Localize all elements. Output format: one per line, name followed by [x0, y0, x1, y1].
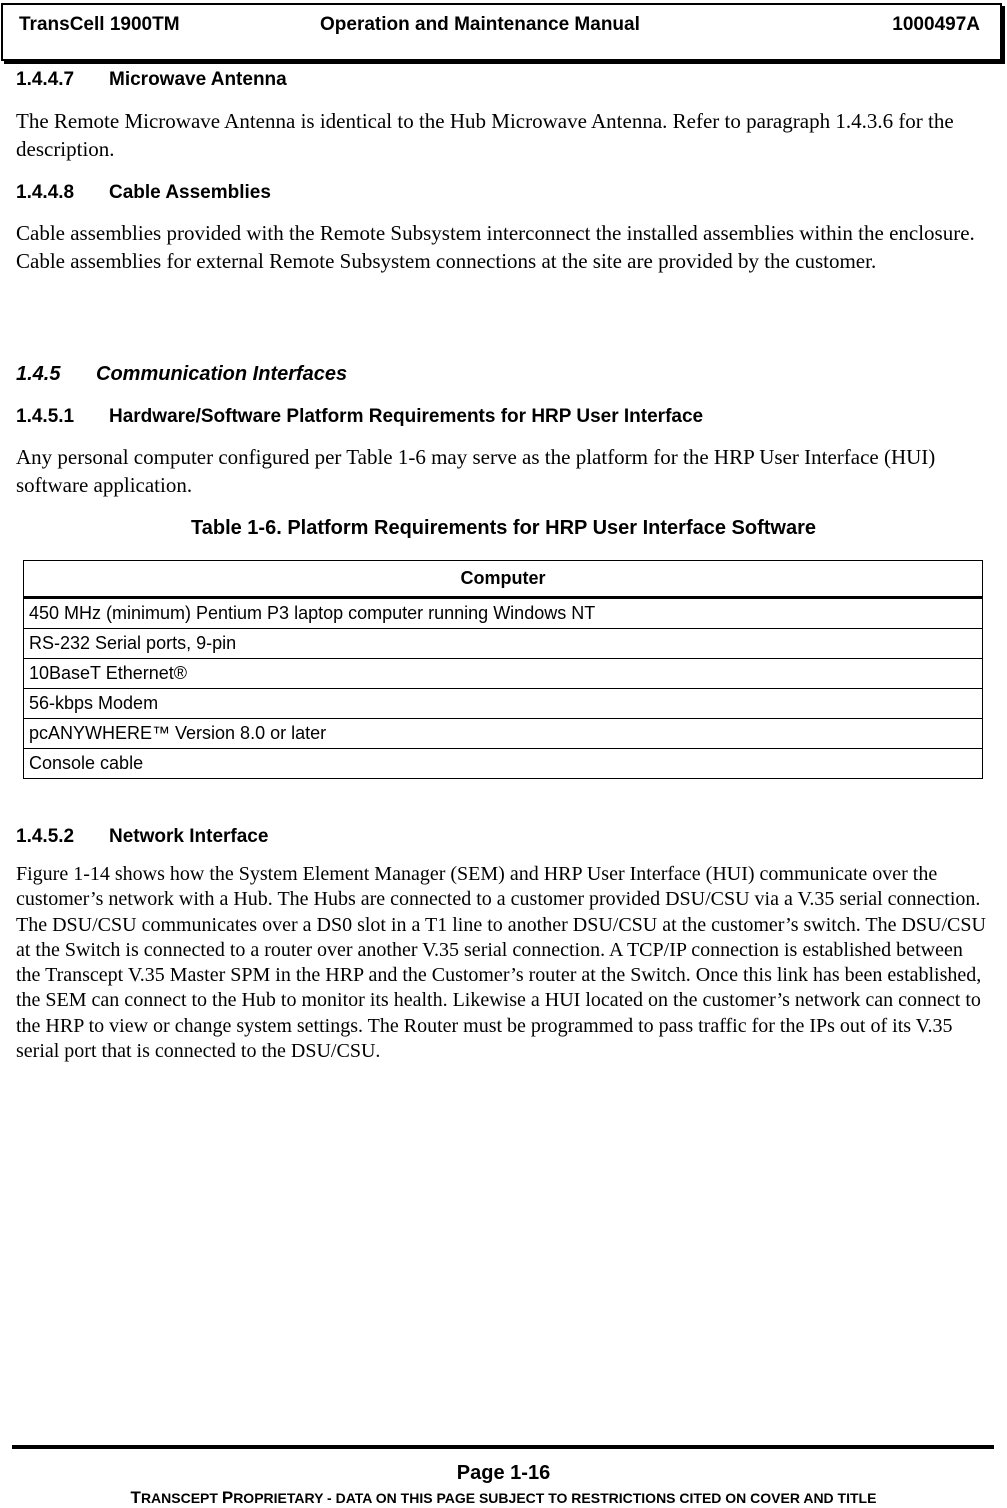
table-cell: Console cable	[24, 749, 983, 779]
heading-number: 1.4.4.7	[16, 69, 75, 90]
table-cell: RS-232 Serial ports, 9-pin	[24, 629, 983, 659]
table-cell: 56-kbps Modem	[24, 689, 983, 719]
legal-ranscept: RANSCEPT	[140, 1490, 222, 1506]
heading-title: Communication Interfaces	[96, 363, 348, 385]
heading-title: Microwave Antenna	[109, 69, 287, 90]
table-row	[24, 659, 983, 689]
table-header-cell: Computer	[24, 561, 983, 598]
platform-requirements-table	[23, 560, 983, 779]
table-cell: 450 MHz (minimum) Pentium P3 laptop computer running Windows NT	[24, 598, 983, 629]
heading-1-4-4-8	[16, 182, 271, 204]
heading-number: 1.4.4.8	[16, 182, 75, 203]
heading-title: Network Interface	[109, 826, 269, 847]
table-row	[24, 689, 983, 719]
paragraph-1-4-4-7: The Remote Microwave Antenna is identical to the Hub Microwave Antenna. Refer to paragraph 1.4.3.6 for the description.	[16, 109, 954, 161]
table-cell: pcANYWHERE™ Version 8.0 or later	[24, 719, 983, 749]
page-header	[1, 3, 1002, 61]
table-row	[24, 749, 983, 779]
footer-page-number: Page 1-16	[456, 1462, 551, 1484]
heading-1-4-5	[16, 363, 347, 386]
paragraph-1-4-5-1: Any personal computer configured per Table 1-6 may serve as the platform for the HRP User Interface (HUI) software application.	[16, 445, 936, 497]
heading-1-4-4-7	[16, 69, 287, 91]
heading-1-4-5-2	[16, 826, 268, 848]
paragraph-1-4-5-2: Figure 1-14 shows how the System Element Manager (SEM) and HRP User Interface (HUI) communicate over the customer’s network with a Hub. The Hubs are connected to a customer provided DSU/CSU via a V.35 serial connection. The DSU/CSU communicates over a DS0 slot in a T1 line to another DSU/CSU at the customer’s switch. The DSU/CSU at the Switch is connected to a router over another V.35 serial connection. A TCP/IP connection is established between the Transcept V.35 Master SPM in the HRP and the Customer’s router at the Switch. Once this link has been established, the SEM can connect to the Hub to monitor its health. Likewise a HUI located on the customer’s network can connect to the HRP to view or change system settings. The Router must be programmed to pass traffic for the IPs out of its V.35 serial port that is connected to the DSU/CSU.	[16, 863, 986, 1063]
header-title: Operation and Maintenance Manual	[320, 14, 640, 35]
table-row	[24, 629, 983, 659]
heading-title: Hardware/Software Platform Requirements for HRP User Interface	[109, 406, 704, 427]
heading-number: 1.4.5	[16, 363, 61, 385]
table-header-row	[24, 561, 983, 598]
paragraph-1-4-4-8: Cable assemblies provided with the Remote Subsystem interconnect the installed assemblies within the enclosure. Cable assemblies for external Remote Subsystem connections at the site are provided by the customer.	[16, 221, 975, 273]
heading-number: 1.4.5.2	[16, 826, 75, 847]
heading-1-4-5-1	[16, 406, 703, 428]
table-row	[24, 719, 983, 749]
header-doc-number: 1000497A	[892, 14, 980, 35]
legal-initial-p: P	[221, 1488, 234, 1507]
table-caption: Table 1-6. Platform Requirements for HRP User Interface Software	[191, 517, 816, 539]
table-row	[24, 598, 983, 629]
legal-initial-t: T	[130, 1488, 141, 1507]
footer-proprietary-notice	[0, 1488, 1007, 1508]
heading-title: Cable Assemblies	[109, 182, 271, 203]
table-cell: 10BaseT Ethernet®	[24, 659, 983, 689]
header-product: TransCell 1900TM	[19, 14, 180, 35]
footer-divider	[12, 1445, 994, 1449]
heading-number: 1.4.5.1	[16, 406, 75, 427]
legal-rest: ROPRIETARY - DATA ON THIS PAGE SUBJECT TO RESTRICTIONS CITED ON COVER AND TITLE	[233, 1490, 877, 1506]
